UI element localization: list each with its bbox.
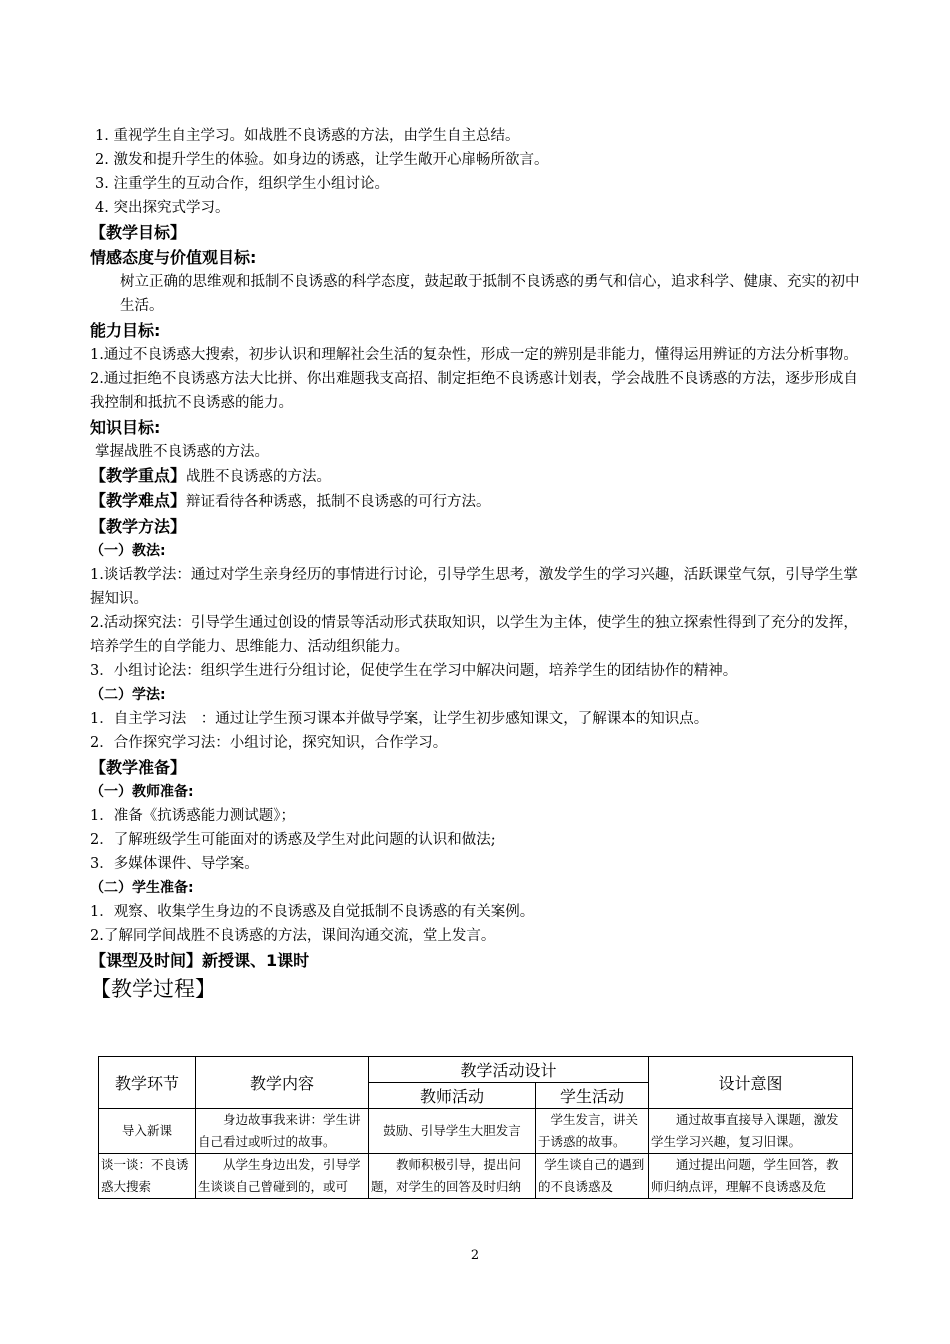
teacher-prep-item-3: 3．多媒体课件、导学案。 bbox=[90, 856, 259, 872]
student-prep-item-1: 1．观察、收集学生身边的不良诱惑及自觉抵制不良诱惑的有关案例。 bbox=[90, 904, 535, 920]
knowledge-goal-text: 掌握战胜不良诱惑的方法。 bbox=[95, 444, 269, 460]
header-student: 学生活动 bbox=[536, 1083, 649, 1109]
difficulty-text: 辩证看待各种诱惑，抵制不良诱惑的可行方法。 bbox=[186, 494, 491, 510]
row-2-student: 学生谈自己的遇到的不良诱惑及 bbox=[538, 1157, 645, 1194]
emotion-goal-text: 树立正确的思维观和抵制不良诱惑的科学态度，鼓起敢于抵制不良诱惑的勇气和信心，追求科学、健康、充实的初中生活。 bbox=[120, 274, 860, 314]
class-type-line: 【课型及时间】新授课、1课时 bbox=[90, 951, 310, 970]
ability-goal-item-2: 2.通过拒绝不良诱惑方法大比拼、你出难题我支高招、制定拒绝不良诱惑计划表，学会战胜不良诱惑的方法，逐步形成自我控制和抵抗不良诱惑的能力。 bbox=[90, 371, 858, 411]
prep-heading: 【教学准备】 bbox=[90, 758, 187, 777]
row-1-intent: 通过故事直接导入课题，激发学生学习兴趣，复习旧课。 bbox=[651, 1112, 839, 1149]
header-intent: 设计意图 bbox=[649, 1057, 853, 1109]
teacher-prep-item-1: 1．准备《抗诱惑能力测试题》； bbox=[90, 808, 295, 824]
difficulty-label: 【教学难点】 bbox=[90, 491, 187, 510]
student-prep-title: （二）学生准备: bbox=[90, 880, 194, 896]
process-heading: 【教学过程】 bbox=[90, 977, 216, 1001]
header-activity: 教学活动设计 bbox=[369, 1057, 649, 1083]
key-point-line bbox=[90, 464, 860, 489]
header-content: 教学内容 bbox=[196, 1057, 369, 1109]
intro-item-4: 4. 突出探究式学习。 bbox=[95, 200, 230, 216]
row-2-stage: 谈一谈：不良诱惑大搜索 bbox=[101, 1157, 189, 1194]
table-row bbox=[99, 1109, 853, 1154]
row-2-intent: 通过提出问题，学生回答，教师归纳点评，理解不良诱惑及危 bbox=[651, 1157, 839, 1194]
row-1-teacher: 鼓励、引导学生大胆发言 bbox=[383, 1123, 521, 1138]
teaching-process-table bbox=[98, 1056, 853, 1199]
row-1-student: 学生发言，讲关于诱惑的故事。 bbox=[538, 1112, 639, 1149]
header-teacher: 教师活动 bbox=[369, 1083, 536, 1109]
learn-method-item-2: 2．合作探究学习法：小组讨论，探究知识，合作学习。 bbox=[90, 735, 448, 751]
learn-method-title: （二）学法: bbox=[90, 687, 166, 703]
goals-heading: 【教学目标】 bbox=[90, 223, 187, 242]
table-row bbox=[99, 1154, 853, 1199]
row-2-content: 从学生身边出发，引导学生谈谈自己曾碰到的，或可 bbox=[198, 1157, 361, 1194]
teach-method-item-1: 1.谈话教学法：通过对学生亲身经历的事情进行讨论，引导学生思考，激发学生的学习兴趣，活跃课堂气氛，引导学生掌握知识。 bbox=[90, 567, 858, 607]
methods-heading: 【教学方法】 bbox=[90, 517, 187, 536]
teach-method-item-3: 3．小组讨论法：组织学生进行分组讨论，促使学生在学习中解决问题，培养学生的团结协作的精神。 bbox=[90, 663, 738, 679]
teach-method-item-2: 2.活动探究法：引导学生通过创设的情景等活动形式获取知识，以学生为主体，使学生的独立探索性得到了充分的发挥，培养学生的自学能力、思维能力、活动组织能力。 bbox=[90, 615, 858, 655]
page-number: 2 bbox=[470, 1248, 480, 1263]
row-1-content: 身边故事我来讲：学生讲自己看过或听过的故事。 bbox=[198, 1112, 361, 1149]
row-1-stage: 导入新课 bbox=[121, 1123, 172, 1138]
knowledge-goal-title: 知识目标: bbox=[90, 418, 161, 437]
teacher-prep-title: （一）教师准备: bbox=[90, 784, 194, 800]
learn-method-item-1: 1．自主学习法 ：通过让学生预习课本并做导学案，让学生初步感知课文，了解课本的知识点。 bbox=[90, 711, 709, 727]
teach-method-title: （一）教法: bbox=[90, 543, 166, 559]
ability-goal-title: 能力目标: bbox=[90, 321, 161, 340]
student-prep-item-2: 2.了解同学间战胜不良诱惑的方法，课间沟通交流，堂上发言。 bbox=[90, 928, 496, 944]
difficulty-line bbox=[90, 489, 860, 514]
header-stage: 教学环节 bbox=[99, 1057, 196, 1109]
row-2-teacher: 教师积极引导，提出问题，对学生的回答及时归纳 bbox=[371, 1157, 522, 1194]
key-point-label: 【教学重点】 bbox=[90, 466, 187, 485]
intro-item-2: 2. 激发和提升学生的体验。如身边的诱惑，让学生敞开心扉畅所欲言。 bbox=[95, 152, 549, 168]
ability-goal-item-1: 1.通过不良诱惑大搜索，初步认识和理解社会生活的复杂性，形成一定的辨别是非能力，懂得运用辨证的方法分析事物。 bbox=[90, 347, 858, 363]
emotion-goal-title: 情感态度与价值观目标: bbox=[90, 248, 257, 267]
intro-item-3: 3. 注重学生的互动合作，组织学生小组讨论。 bbox=[95, 176, 389, 192]
key-point-text: 战胜不良诱惑的方法。 bbox=[186, 469, 332, 485]
teacher-prep-item-2: 2．了解班级学生可能面对的诱惑及学生对此问题的认识和做法; bbox=[90, 832, 496, 848]
intro-item-1: 1. 重视学生自主学习。如战胜不良诱惑的方法，由学生自主总结。 bbox=[95, 128, 520, 144]
document-body bbox=[90, 124, 860, 1005]
